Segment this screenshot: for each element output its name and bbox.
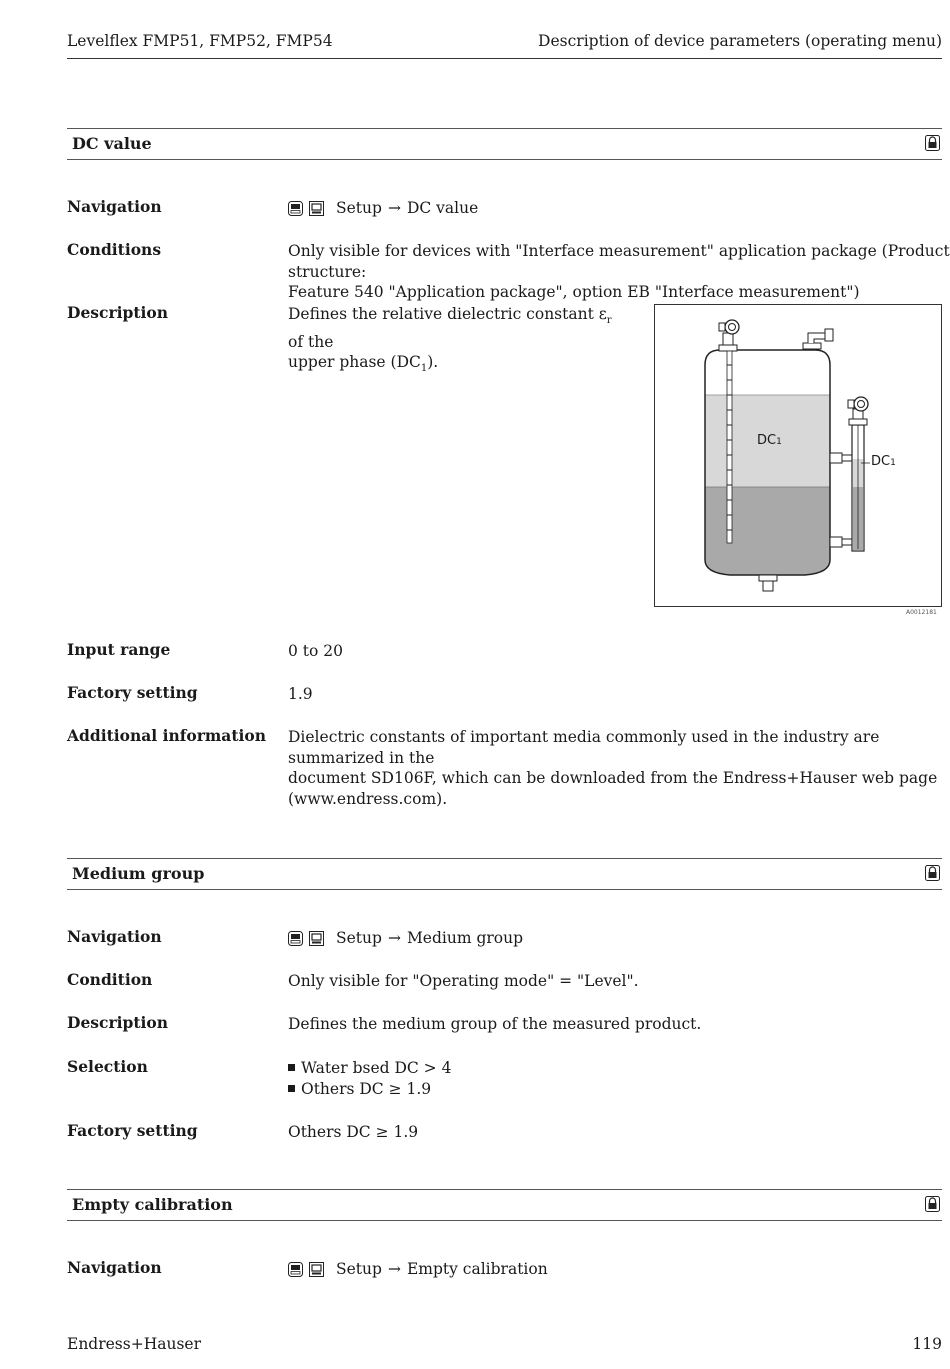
conditions-line-2: Feature 540 "Application package", option EB "Interface measurement"): [288, 283, 860, 301]
description-line-2: upper phase $(DC_1)$.: [288, 353, 439, 375]
navigation-path-start: Setup: [336, 929, 382, 947]
footer-company: Endress+Hauser: [67, 1335, 201, 1353]
section-title-empty-calibration: Empty calibration: [72, 1195, 233, 1214]
factory-setting-value: Others DC ≥ 1.9: [288, 1123, 419, 1141]
navigation-arrow: →: [387, 929, 401, 947]
selection-label: Selection: [67, 1057, 148, 1076]
additional-information-line-2: document SD106F, which can be downloaded from the Endress+Hauser web page: [288, 769, 938, 787]
input-range-label: Input range: [67, 640, 171, 659]
list-item: Water bsed DC > 4: [288, 1058, 451, 1079]
figure-label-bypass: DC1: [871, 454, 896, 469]
additional-information-text: [288, 727, 950, 809]
selection-list: [288, 1058, 451, 1099]
conditions-text: [288, 241, 950, 303]
bullet-icon: [288, 1064, 295, 1071]
description-value: Defines the medium group of the measured product.: [288, 1015, 702, 1033]
description-text: [288, 304, 628, 380]
section-bar-empty-calibration: [67, 1189, 942, 1221]
input-range-value: 0 to 20: [288, 642, 343, 660]
navigation-arrow: →: [387, 1260, 401, 1278]
pc-operation-icon: [309, 201, 324, 216]
description-label: Description: [67, 1013, 169, 1032]
navigation-label: Navigation: [67, 197, 162, 216]
conditions-label: Conditions: [67, 240, 162, 259]
additional-information-line-1: Dielectric constants of important media commonly used in the industry are summarized in the: [288, 728, 880, 767]
lock-icon: [925, 135, 940, 151]
header-product: Levelflex FMP51, FMP52, FMP54: [67, 32, 333, 50]
navigation-path: [288, 1259, 548, 1280]
additional-information-line-3: (www.endress.com).: [288, 789, 448, 808]
navigation-path: [288, 928, 523, 949]
header-rule: [67, 58, 942, 59]
section-bar-medium-group: [67, 858, 942, 890]
navigation-path-end: Medium group: [406, 929, 524, 947]
factory-setting-label: Factory setting: [67, 683, 198, 702]
section-bar-dc-value: [67, 128, 942, 160]
pc-operation-icon: [309, 931, 324, 946]
additional-information-label: Additional information: [67, 726, 267, 745]
navigation-path-end: Empty calibration: [406, 1260, 548, 1278]
navigation-path-start: Setup: [336, 199, 382, 217]
conditions-line-1: Only visible for devices with "Interface measurement" application package (Product structure:: [288, 242, 950, 281]
navigation-arrow: →: [387, 199, 401, 217]
local-display-icon: [288, 1262, 303, 1277]
condition-label: Condition: [67, 970, 153, 989]
navigation-label: Navigation: [67, 927, 162, 946]
lock-icon: [925, 865, 940, 881]
navigation-label: Navigation: [67, 1258, 162, 1277]
pc-operation-icon: [309, 1262, 324, 1277]
tank-diagram: [654, 304, 942, 607]
factory-setting-value: 1.9: [288, 685, 313, 703]
lock-icon: [925, 1196, 940, 1212]
local-display-icon: [288, 931, 303, 946]
figure-id: A0012181: [906, 609, 937, 616]
description-line-1: Defines the relative dielectric constant $\varepsilon_r$ of the: [288, 305, 612, 351]
list-item: Others DC ≥ 1.9: [288, 1079, 451, 1100]
navigation-path-end: DC value: [406, 199, 479, 217]
header-chapter: Description of device parameters (operating menu): [538, 32, 942, 50]
description-label: Description: [67, 303, 169, 322]
section-title-medium-group: Medium group: [72, 864, 205, 883]
factory-setting-label: Factory setting: [67, 1121, 198, 1140]
condition-value: Only visible for "Operating mode" = "Level".: [288, 972, 639, 990]
navigation-path-start: Setup: [336, 1260, 382, 1278]
page-number: 119: [912, 1335, 942, 1353]
navigation-path: [288, 198, 478, 219]
figure-label-tank: DC1: [757, 433, 782, 448]
bullet-icon: [288, 1085, 295, 1092]
section-title-dc-value: DC value: [72, 134, 152, 153]
local-display-icon: [288, 201, 303, 216]
tank-illustration: [655, 305, 941, 606]
